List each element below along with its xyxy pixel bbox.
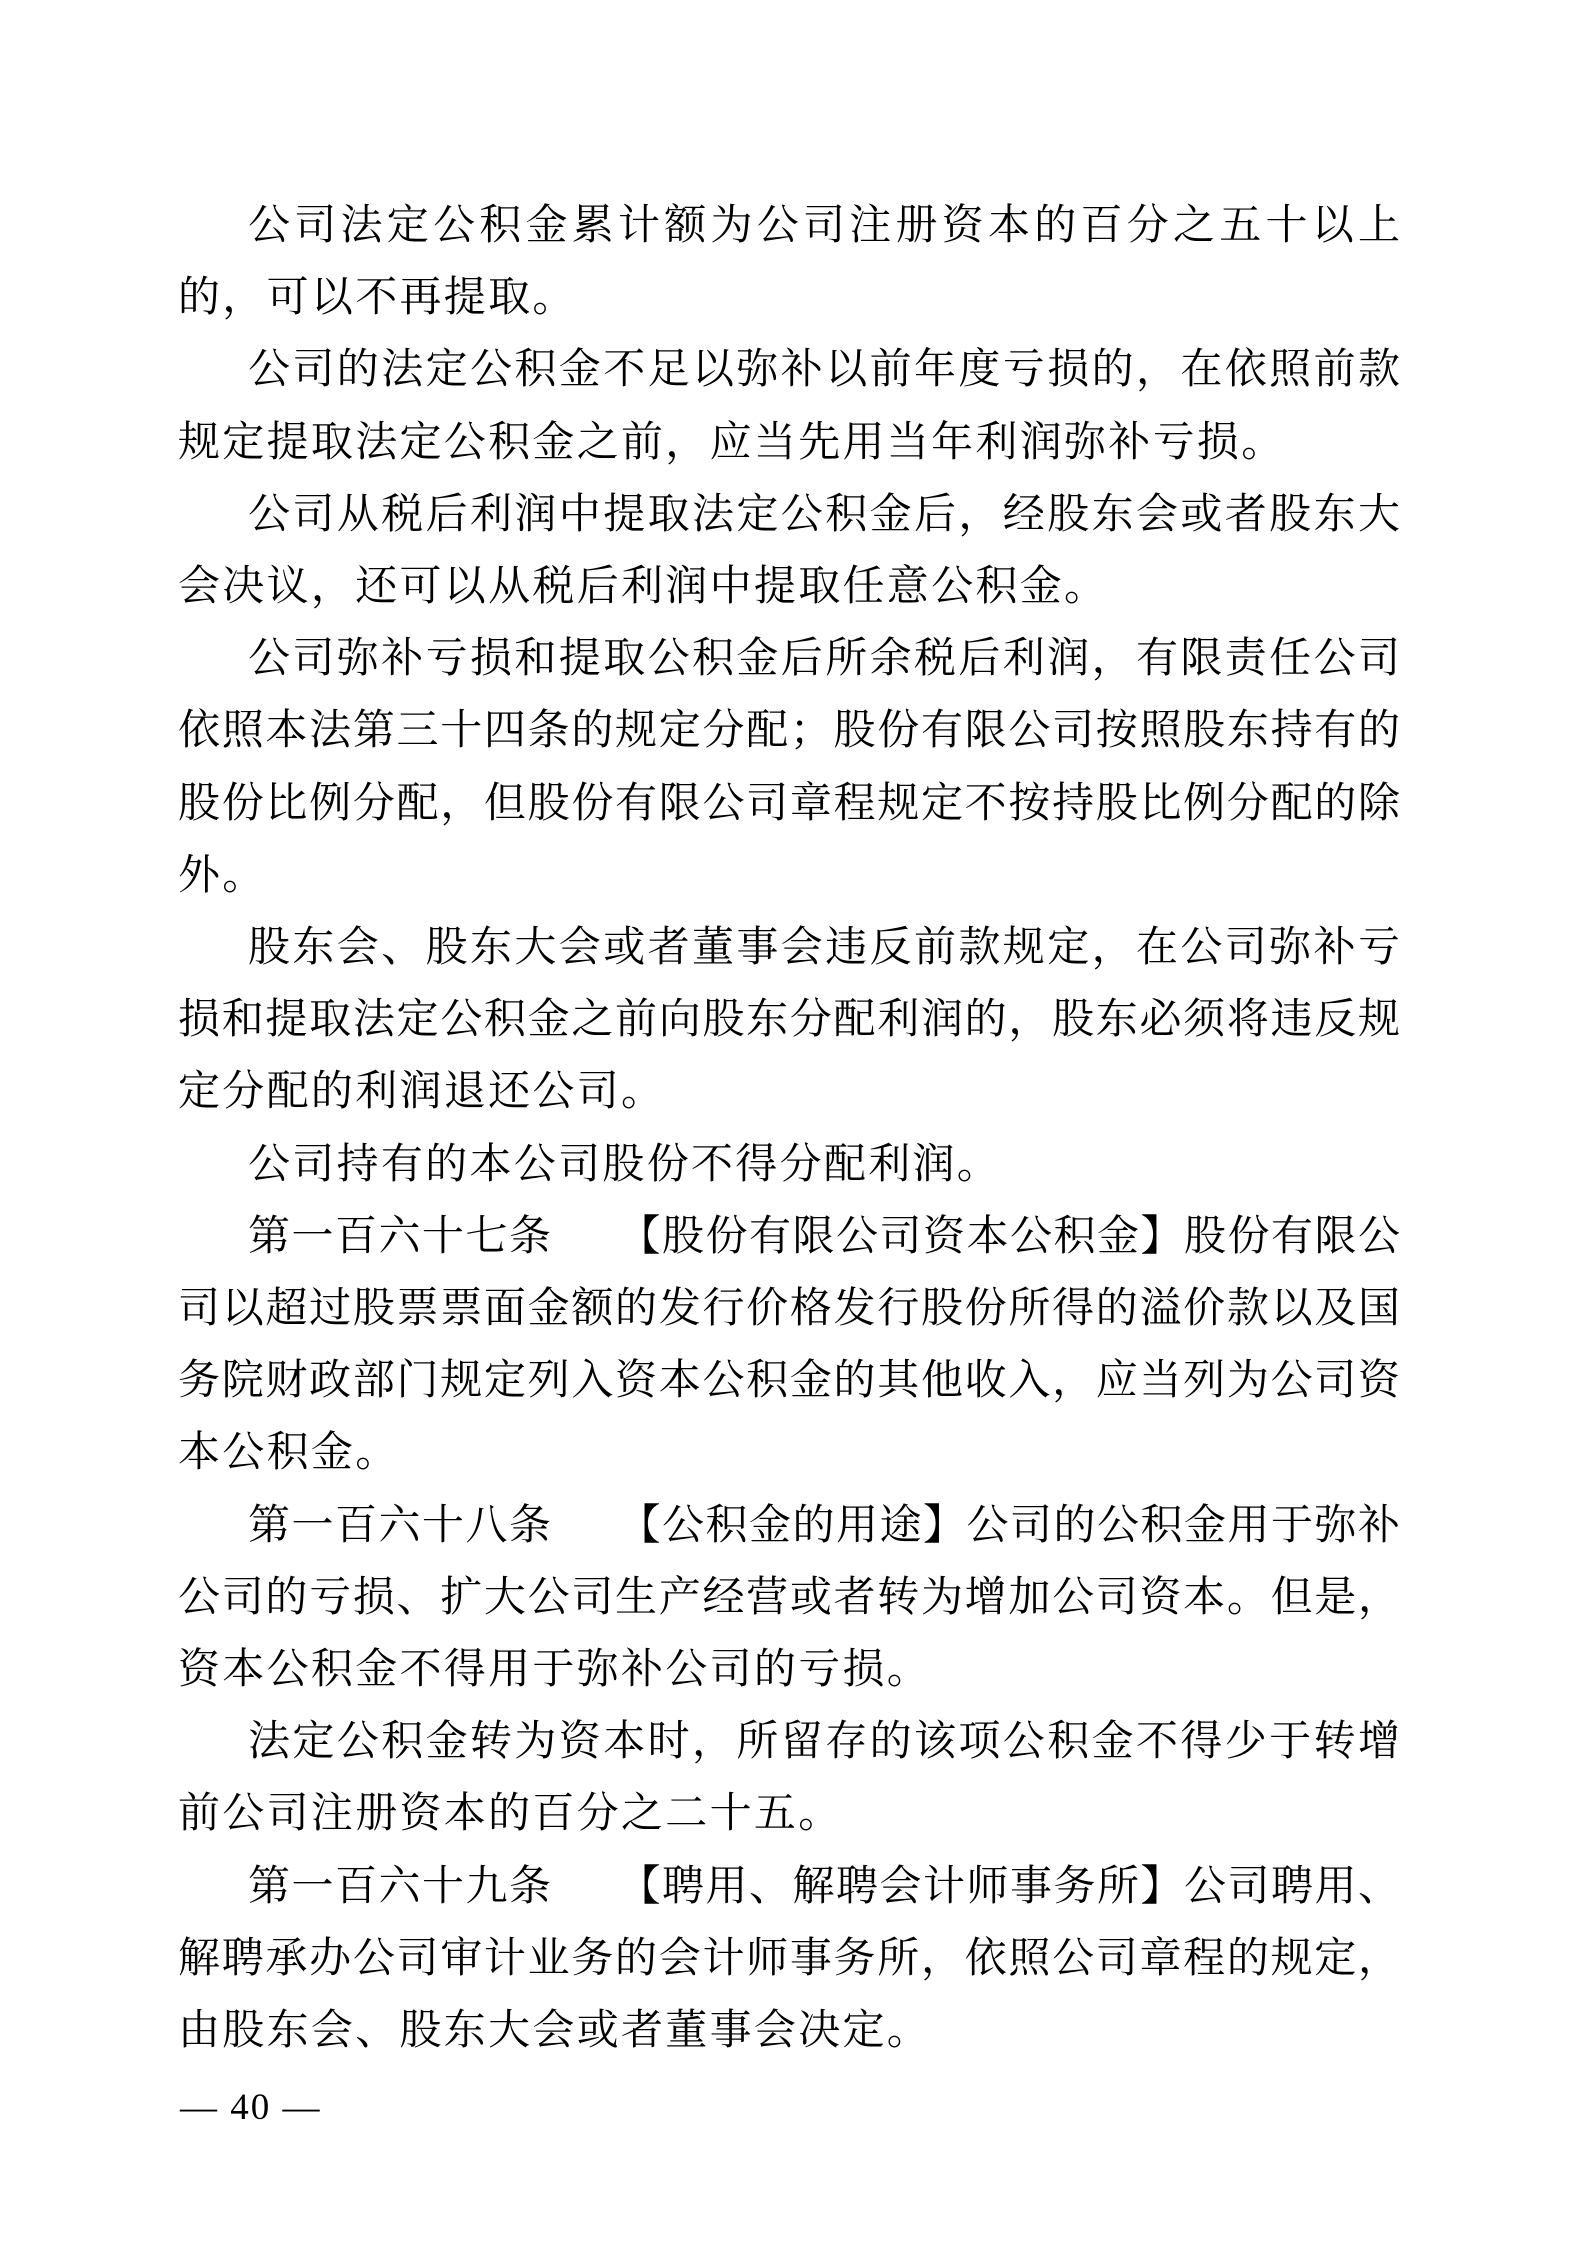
page-footer (180, 2088, 322, 2128)
text-line: 第一百六十八条 【公积金的用途】公司的公积金用于弥补 (248, 1502, 1400, 1549)
text-line: 股东会、股东大会或者董事会违反前款规定，在公司弥补亏 (248, 925, 1400, 972)
text-line: 定分配的利润退还公司。 (178, 1069, 666, 1116)
text-line: 资本公积金不得用于弥补公司的亏损。 (178, 1647, 932, 1694)
text-line: 外。 (178, 852, 267, 899)
text-line: 会决议，还可以从税后利润中提取任意公积金。 (178, 564, 1109, 611)
text-line: 前公司注册资本的百分之二十五。 (178, 1791, 843, 1838)
text-line: 司以超过股票票面金额的发行价格发行股份所得的溢价款以及国 (178, 1286, 1400, 1333)
text-line: 依照本法第三十四条的规定分配；股份有限公司按照股东持有的 (178, 708, 1400, 755)
text-line: 公司从税后利润中提取法定公积金后，经股东会或者股东大 (248, 491, 1400, 538)
text-line: 第一百六十九条 【聘用、解聘会计师事务所】公司聘用、 (248, 1863, 1400, 1910)
text-line: 务院财政部门规定列入资本公积金的其他收入，应当列为公司资 (178, 1358, 1400, 1405)
text-line: 公司的亏损、扩大公司生产经营或者转为增加公司资本。但是， (178, 1574, 1400, 1621)
text-line: 由股东会、股东大会或者董事会决定。 (178, 2008, 932, 2055)
text-line: 第一百六十七条 【股份有限公司资本公积金】股份有限公 (248, 1213, 1400, 1260)
text-line: 公司法定公积金累计额为公司注册资本的百分之五十以上 (248, 203, 1400, 249)
text-line: 的，可以不再提取。 (178, 275, 577, 322)
document-body (178, 190, 1400, 2067)
text-line: 损和提取法定公积金之前向股东分配利润的，股东必须将违反规 (178, 997, 1400, 1044)
text-line: 公司弥补亏损和提取公积金后所余税后利润，有限责任公司 (248, 636, 1400, 683)
text-line: 规定提取法定公积金之前，应当先用当年利润弥补亏损。 (178, 419, 1286, 466)
page-number: — 40 — (180, 2087, 322, 2128)
text-line: 解聘承办公司审计业务的会计师事务所，依照公司章程的规定， (178, 1935, 1400, 1982)
text-line: 本公积金。 (178, 1430, 400, 1477)
text-line: 公司的法定公积金不足以弥补以前年度亏损的，在依照前款 (248, 347, 1400, 394)
text-lines (178, 190, 1400, 2067)
text-line: 股份比例分配，但股份有限公司章程规定不按持股比例分配的除 (178, 780, 1400, 827)
text-line: 公司持有的本公司股份不得分配利润。 (248, 1141, 1002, 1188)
text-line: 法定公积金转为资本时，所留存的该项公积金不得少于转增 (248, 1719, 1400, 1766)
